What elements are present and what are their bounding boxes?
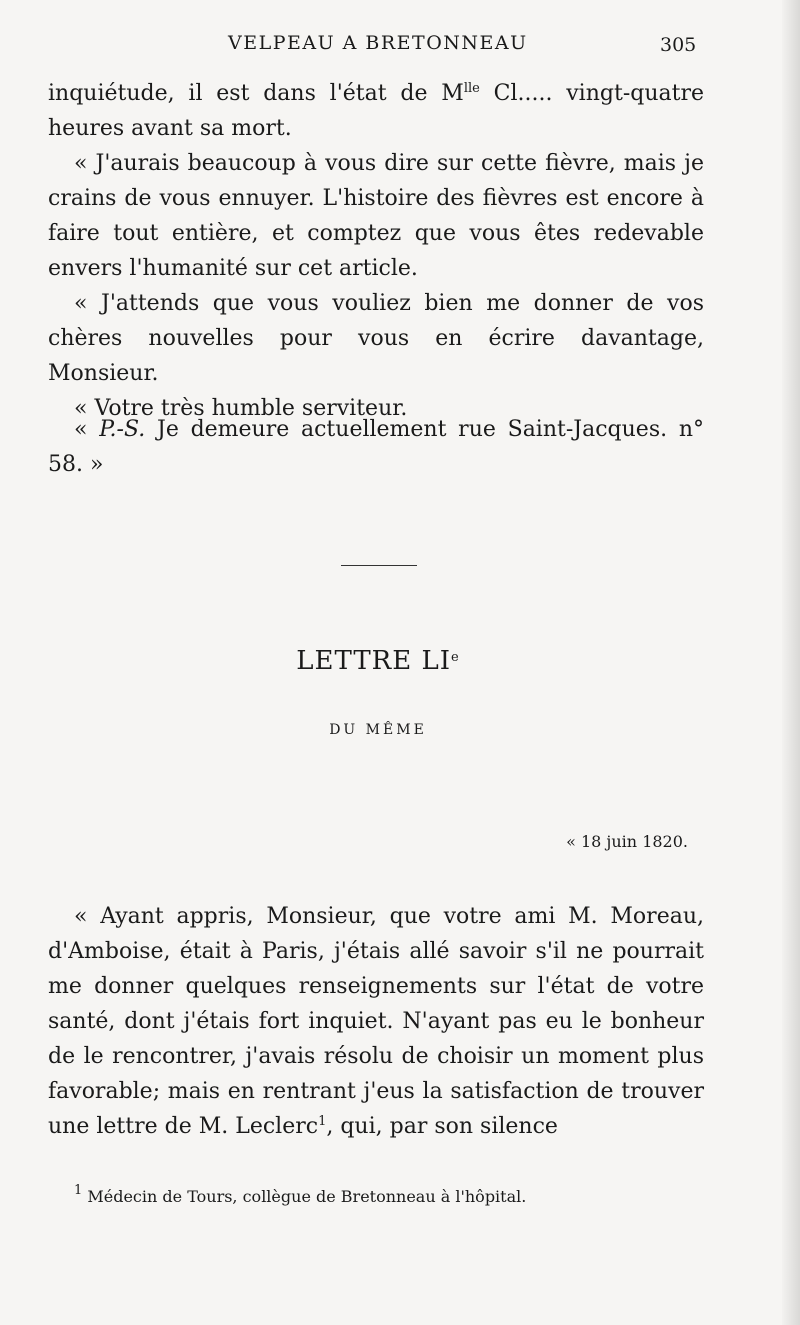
footnote-reference: 1: [318, 1114, 327, 1129]
superscript: e: [451, 650, 460, 665]
footnote: [74, 1183, 527, 1206]
letter-l-ending: [48, 76, 704, 426]
subtitle-text: DU MÊME: [329, 722, 427, 738]
paragraph: « Votre très humble serviteur.: [74, 396, 408, 421]
paragraph-text: , qui, par son silence: [326, 1114, 558, 1139]
letter-date: « 18 juin 1820.: [566, 832, 688, 851]
paragraph-text: Cl..... vingt-quatre heures avant sa mort.: [48, 81, 704, 141]
letter-title: [0, 646, 800, 676]
footnote-marker: 1: [74, 1183, 83, 1198]
page-number: 305: [660, 34, 697, 56]
paragraph: [48, 76, 704, 146]
paragraph-text: Je demeure actuellement rue Saint-Jacques. n° 58. »: [48, 417, 705, 477]
section-divider: [341, 565, 417, 566]
letter-li-body: [48, 899, 704, 1144]
footnote-text: Médecin de Tours, collègue de Bretonneau à l'hôpital.: [82, 1187, 527, 1206]
superscript: lle: [463, 81, 480, 96]
paragraph-text: « Ayant appris, Monsieur, que votre ami M. Moreau, d'Amboise, était à Paris, j'étais allé savoir s'il ne pourrait me donner quelques renseignements sur l'état de votre santé, dont j'étais fort inquiet. N'ayant pas eu le bonheur de le rencontrer, j'avais résolu de choisir un moment plus favorable; mais en rentrant j'eus la satisfaction de trouver une lettre de M. Leclerc: [48, 904, 704, 1139]
paragraph: « J'attends que vous vouliez bien me donner de vos chères nouvelles pour vous en écrire davantage, Monsieur.: [48, 291, 704, 386]
title-text: LETTRE LI: [296, 646, 452, 676]
running-header: VELPEAU A BRETONNEAU: [228, 32, 528, 54]
ps-label: P.-S.: [99, 417, 146, 442]
paragraph: [48, 412, 704, 482]
quote-mark: «: [74, 417, 100, 442]
paragraph: « J'aurais beaucoup à vous dire sur cette fièvre, mais je crains de vous ennuyer. L'histoire des fièvres est encore à faire tout entière, et comptez que vous êtes redevable envers l'humanité sur cet article.: [48, 151, 704, 281]
paragraph-text: inquiétude, il est dans l'état de M: [48, 81, 464, 106]
letter-subtitle: [0, 722, 800, 738]
postscript: [48, 412, 704, 482]
paragraph: [48, 899, 704, 1144]
